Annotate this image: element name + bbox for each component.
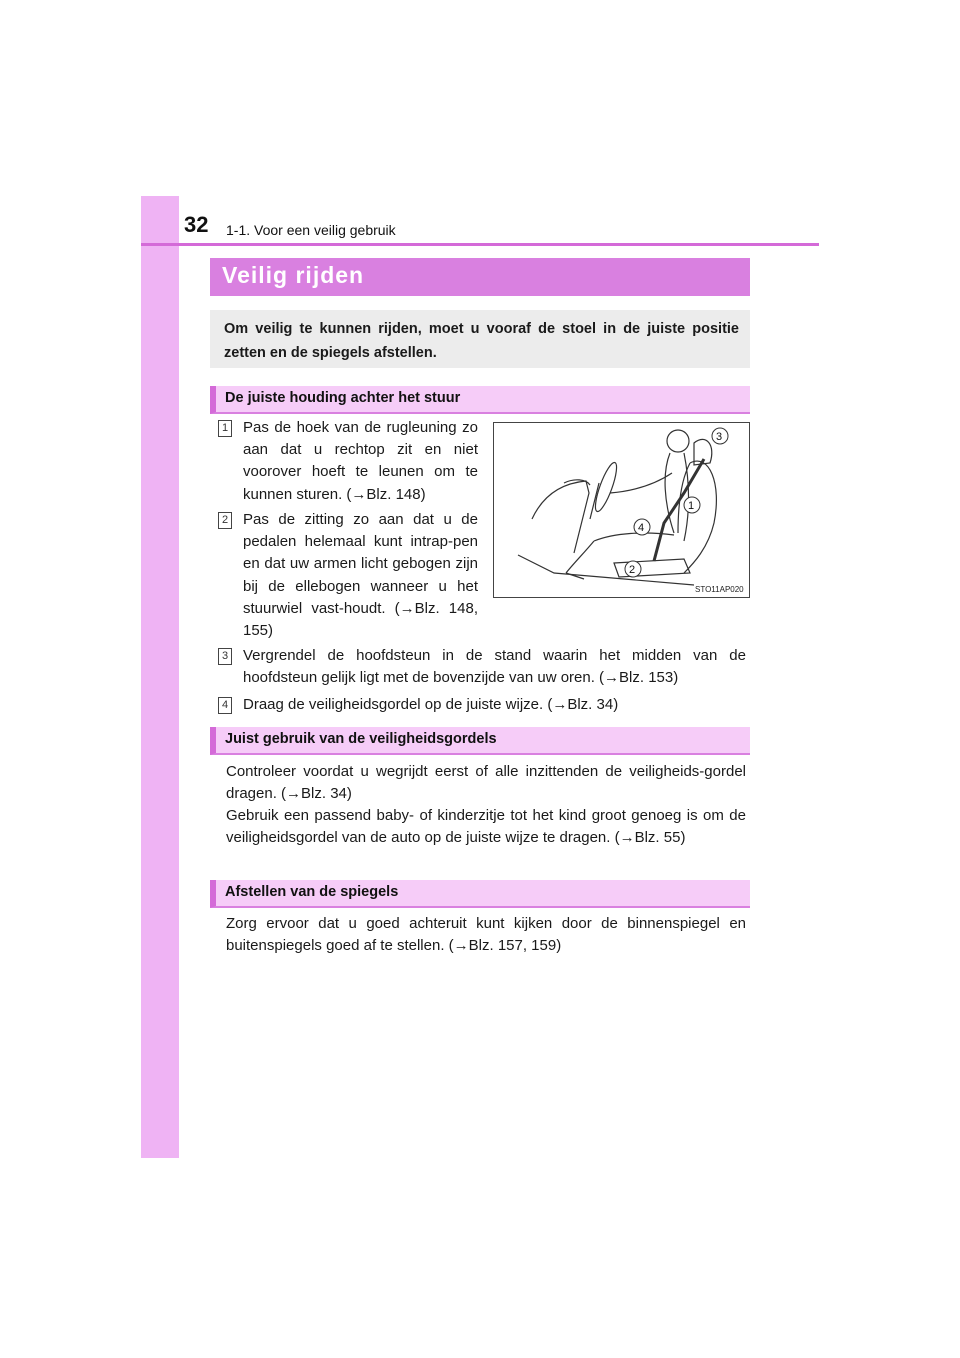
page-title-band [210,258,750,296]
item-text-1: Pas de hoek van de rugleuning zo aan dat u rechtop zit en niet voorover hoeft te leunen om te kunnen sturen. (→Blz. 148) [243,419,478,503]
callout-4: 4 [638,522,645,534]
intro-text: Om veilig te kunnen rijden, moet u vooraf de stoel in de juiste positie zetten en de spiegels afstellen. [224,321,739,361]
section-heading-text: Afstellen van de spiegels [225,884,399,900]
item-number-2: 2 [218,512,232,529]
page-title: Veilig rijden [222,262,365,288]
item-number-1: 1 [218,420,232,437]
item-number-4: 4 [218,697,232,714]
item-text-3: Vergrendel de hoofdsteun in de stand waarin het midden van de hoofdsteun gelijk ligt met de bovenzijde van uw oren. (→Blz. 153) [243,647,746,687]
side-color-band [141,196,179,1158]
seating-position-figure [493,422,750,598]
intro-box [210,310,750,368]
section-heading-houding [210,386,750,414]
paragraph-mirrors: Zorg ervoor dat u goed achteruit kunt kijken door de binnenspiegel en buitenspiegels goed af te stellen. (→Blz. 157, 159) [226,915,746,955]
paragraph-seatbelt-check: Controleer voordat u wegrijdt eerst of alle inzittenden de veiligheids-gordel dragen. (→Blz. 34) [226,763,746,803]
callout-2: 2 [629,564,636,576]
page-number: 32 [184,212,209,237]
callout-1: 1 [688,500,695,512]
header-rule [141,243,819,246]
section-heading-text: Juist gebruik van de veiligheidsgordels [225,731,497,747]
section-heading-spiegels [210,880,750,908]
section-heading-veiligheidsgordels [210,727,750,755]
driver-seat-illustration [494,423,749,597]
section-heading-text: De juiste houding achter het stuur [225,390,461,406]
item-text-4: Draag de veiligheidsgordel op de juiste wijze. (→Blz. 34) [243,696,619,713]
paragraph-child-seat: Gebruik een passend baby- of kinderzitje tot het kind groot genoeg is om de veiligheidsgordel van de auto op de juiste wijze te dragen. (→Blz. 55) [226,807,746,847]
figure-code: STO11AP020 [695,585,744,594]
section-path: 1-1. Voor een veilig gebruik [226,222,396,238]
item-text-2: Pas de zitting zo aan dat u de pedalen helemaal kunt intrap-pen en dat uw armen licht gebogen zijn bij de ellebogen wanneer u het stuurwiel vast-houdt. (→Blz. 148, 155) [243,511,478,640]
callout-3: 3 [716,431,723,443]
item-number-3: 3 [218,648,232,665]
